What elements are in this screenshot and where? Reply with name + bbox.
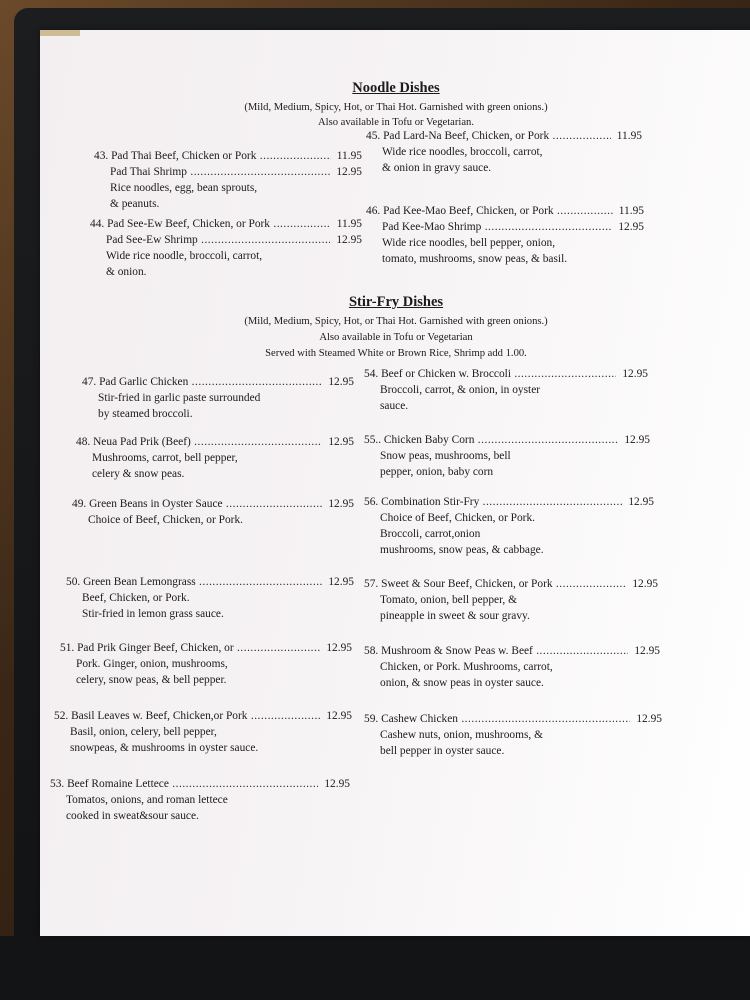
menu-item-47 bbox=[82, 374, 354, 422]
item-desc-line: & onion in gravy sauce. bbox=[382, 162, 492, 174]
item-desc-line: Mushrooms, carrot, bell pepper, bbox=[92, 452, 238, 464]
item-desc-line: by steamed broccoli. bbox=[98, 408, 193, 420]
menu-item-53 bbox=[50, 776, 350, 824]
item-desc-line: celery, snow peas, & bell pepper. bbox=[76, 674, 227, 686]
menu-item-49 bbox=[72, 496, 354, 528]
item-price: 12.95 bbox=[634, 645, 660, 657]
item-desc-line: celery & snow peas. bbox=[92, 468, 185, 480]
item-desc-line: Stir-fried in lemon grass sauce. bbox=[82, 608, 224, 620]
item-desc-line: Basil, onion, celery, bell pepper, bbox=[70, 726, 217, 738]
item-name: 57. Sweet & Sour Beef, Chicken, or Pork ..... bbox=[364, 576, 626, 592]
menu-item-46 bbox=[366, 203, 644, 267]
item-price: 12.95 bbox=[328, 436, 354, 448]
noodle-note-2: Also available in Tofu or Vegetarian. bbox=[318, 117, 474, 128]
item-desc-line: Choice of Beef, Chicken, or Pork. bbox=[88, 514, 244, 526]
item-price: 12.95 bbox=[622, 368, 648, 380]
menu-item-59 bbox=[364, 711, 662, 759]
item-desc-line: Broccoli, carrot,onion bbox=[380, 528, 481, 540]
item-name: 48. Neua Pad Prik (Beef) ..... bbox=[76, 434, 322, 450]
stirfry-section-title: Stir-Fry Dishes bbox=[348, 294, 444, 310]
item-desc-line: & peanuts. bbox=[110, 198, 160, 210]
item-desc-line: Tomatos, onions, and roman lettece bbox=[66, 794, 228, 806]
item-desc-line: Pork. Ginger, onion, mushrooms, bbox=[76, 658, 228, 670]
item-desc-line: Choice of Beef, Chicken, or Pork. bbox=[380, 512, 536, 524]
item-price: 12.95 bbox=[632, 578, 658, 590]
menu-item-55 bbox=[364, 432, 650, 480]
item-price: 12.95 bbox=[328, 498, 354, 510]
item-price: 12.95 bbox=[636, 713, 662, 725]
menu-item-44 bbox=[90, 216, 362, 280]
item-desc-line: snowpeas, & mushrooms in oyster sauce. bbox=[70, 742, 259, 754]
item-desc-line: Tomato, onion, bell pepper, & bbox=[380, 594, 517, 606]
item-name: 58. Mushroom & Snow Peas w. Beef ..... bbox=[364, 643, 628, 659]
menu-item-52 bbox=[54, 708, 352, 756]
menu-item-50 bbox=[66, 574, 354, 622]
item-price: 12.95 bbox=[324, 778, 350, 790]
item-desc-line: Wide rice noodle, broccoli, carrot, bbox=[106, 250, 263, 262]
item-price: 12.95 bbox=[328, 576, 354, 588]
item-name: 43. Pad Thai Beef, Chicken or Pork ..... bbox=[94, 148, 331, 164]
item-desc-line: onion, & snow peas in oyster sauce. bbox=[380, 677, 544, 689]
item-name: 54. Beef or Chicken w. Broccoli ..... bbox=[364, 366, 616, 382]
item-name: 46. Pad Kee-Mao Beef, Chicken, or Pork ..... bbox=[366, 203, 613, 219]
item-price: 11.95 bbox=[616, 130, 642, 142]
item-price: 12.95 bbox=[328, 376, 354, 388]
item-desc-line: mushrooms, snow peas, & cabbage. bbox=[380, 544, 544, 556]
item-desc-line: Cashew nuts, onion, mushrooms, & bbox=[380, 729, 543, 741]
item-price: 11.95 bbox=[618, 205, 644, 217]
item-desc-line: Broccoli, carrot, & onion, in oyster bbox=[380, 384, 541, 396]
item-name: 44. Pad See-Ew Beef, Chicken, or Pork ..... bbox=[90, 216, 331, 232]
item-desc-line: Wide rice noodles, broccoli, carrot, bbox=[382, 146, 543, 158]
item-price: 11.95 bbox=[336, 218, 362, 230]
item-price: 12.95 bbox=[326, 642, 352, 654]
item-name: 51. Pad Prik Ginger Beef, Chicken, or ..... bbox=[60, 640, 320, 656]
item-desc-line: Snow peas, mushrooms, bell bbox=[380, 450, 511, 462]
item-name: 45. Pad Lard-Na Beef, Chicken, or Pork ..... bbox=[366, 128, 611, 144]
item-price: 11.95 bbox=[336, 150, 362, 162]
item-name: 49. Green Beans in Oyster Sauce ..... bbox=[72, 496, 322, 512]
item-sub-price: 12.95 bbox=[336, 234, 362, 246]
menu-item-54 bbox=[364, 366, 648, 414]
menu-item-43 bbox=[94, 148, 362, 212]
menu-item-57 bbox=[364, 576, 658, 624]
menu-item-56 bbox=[364, 494, 654, 558]
item-desc-line: pineapple in sweet & sour gravy. bbox=[380, 610, 530, 622]
item-name: 52. Basil Leaves w. Beef, Chicken,or Pork ..... bbox=[54, 708, 320, 724]
item-sub-price: 12.95 bbox=[336, 166, 362, 178]
item-desc-line: & onion. bbox=[106, 266, 147, 278]
item-price: 12.95 bbox=[628, 496, 654, 508]
menu-item-51 bbox=[60, 640, 352, 688]
item-desc-line: tomato, mushrooms, snow peas, & basil. bbox=[382, 253, 568, 265]
item-name: 47. Pad Garlic Chicken ..... bbox=[82, 374, 322, 390]
item-sub-price: 12.95 bbox=[618, 221, 644, 233]
item-desc-line: Stir-fried in garlic paste surrounded bbox=[98, 392, 261, 404]
item-desc-line: bell pepper in oyster sauce. bbox=[380, 745, 505, 757]
item-name: 50. Green Bean Lemongrass ..... bbox=[66, 574, 322, 590]
item-name: 59. Cashew Chicken ..... bbox=[364, 711, 630, 727]
stirfry-note-1: (Mild, Medium, Spicy, Hot, or Thai Hot. Garnished with green onions.) bbox=[244, 316, 548, 327]
item-desc-line: sauce. bbox=[380, 400, 409, 412]
item-price: 12.95 bbox=[326, 710, 352, 722]
item-price: 12.95 bbox=[624, 434, 650, 446]
stirfry-note-3: Served with Steamed White or Brown Rice, Shrimp add 1.00. bbox=[265, 348, 527, 359]
menu-page bbox=[40, 30, 750, 936]
item-desc-line: Rice noodles, egg, bean sprouts, bbox=[110, 182, 258, 194]
item-sub-name: Pad Kee-Mao Shrimp ..... bbox=[382, 219, 612, 235]
item-sub-name: Pad See-Ew Shrimp ..... bbox=[106, 232, 330, 248]
item-name: 56. Combination Stir-Fry ..... bbox=[364, 494, 622, 510]
noodle-section-title: Noodle Dishes bbox=[352, 80, 440, 96]
item-desc-line: pepper, onion, baby corn bbox=[380, 466, 494, 478]
binder-clip bbox=[40, 30, 80, 36]
menu-item-58 bbox=[364, 643, 660, 691]
item-desc-line: cooked in sweat&sour sauce. bbox=[66, 810, 199, 822]
item-desc-line: Chicken, or Pork. Mushrooms, carrot, bbox=[380, 661, 553, 673]
item-desc-line: Beef, Chicken, or Pork. bbox=[82, 592, 190, 604]
item-name: 53. Beef Romaine Lettece ..... bbox=[50, 776, 318, 792]
menu-item-48 bbox=[76, 434, 354, 482]
menu-item-45 bbox=[366, 128, 642, 176]
stirfry-note-2: Also available in Tofu or Vegetarian bbox=[319, 332, 473, 343]
noodle-note-1: (Mild, Medium, Spicy, Hot, or Thai Hot. Garnished with green onions.) bbox=[244, 102, 548, 113]
item-sub-name: Pad Thai Shrimp ..... bbox=[110, 164, 330, 180]
item-desc-line: Wide rice noodles, bell pepper, onion, bbox=[382, 237, 556, 249]
binder-bottom-edge bbox=[0, 936, 750, 1000]
item-name: 55.. Chicken Baby Corn ..... bbox=[364, 432, 618, 448]
